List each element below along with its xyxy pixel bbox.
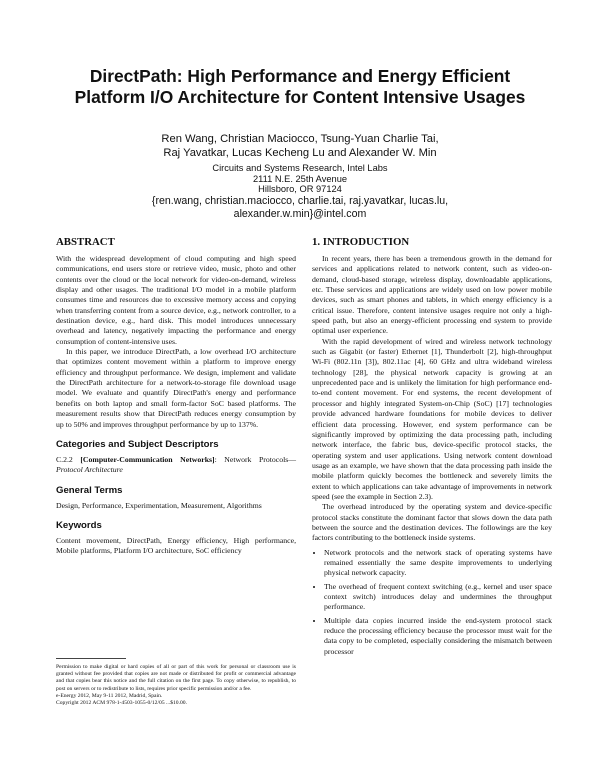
venue-text: e-Energy 2012, May 9-11 2012, Madrid, Spain.	[56, 692, 163, 699]
categories-heading: Categories and Subject Descriptors	[56, 438, 219, 450]
affiliation-street: 2111 N.E. 25th Avenue	[252, 173, 348, 184]
category-code: C.2.2	[56, 454, 73, 464]
copyright-text: Copyright 2012 ACM 978-1-4503-1055-0/12/05 ...$10.00.	[56, 700, 187, 707]
email-line-1: {ren.wang, christian.maciocco, charlie.tai, raj.yavatkar, lucas.lu,	[151, 195, 449, 207]
affiliation-city: Hillsboro, OR 97124	[258, 184, 342, 194]
list-item: • The overhead of frequent context switching (e.g., kernel and user space context switch) introduces delay and undermines the throughput performance.	[324, 582, 552, 613]
permission-notice	[56, 664, 296, 707]
general-terms-text: Design, Performance, Experimentation, Measurement, Algorithms	[56, 500, 262, 510]
author-emails	[60, 195, 540, 220]
intro-paragraph-2: With the rapid development of wired and wireless network technology such as Gigabit (or faster) Ethernet [1], Thunderbolt [2], high-throughput Wi-Fi (802.11n [3]), 802.11ac [4], 60 GHz and ultra wideband wireless technology [28], the physical network capacity is growing at an unprecedented pace and is unlikely the limitation for high performance end-to-end content movement. For end systems, the recent development of processor and highly integrated System-on-Chip (SoC) [17] technologies provide advanced hardware foundations for mobile devices to deliver efficient data processing. However, end system performance can be significantly improved by optimizing the data processing path, including network interface, the fabric bus, device-specific protocol stacks, the operating system and user applications. Using network content download usage as an example, we have shown that the data processing path inside the mobile platform quickly becomes the bottleneck and severely limits the extent to which applications can take advantage of improvements in network speed (see the example in Section 2.3).	[312, 336, 552, 501]
authors-line-2: Raj Yavatkar, Lucas Kecheng Lu and Alexander W. Min	[163, 146, 437, 159]
left-column	[56, 232, 296, 557]
authors-line-1: Ren Wang, Christian Maciocco, Tsung-Yuan Charlie Tai,	[161, 133, 439, 145]
affiliation-org: Circuits and Systems Research, Intel Labs	[212, 163, 388, 173]
abstract-heading: ABSTRACT	[56, 236, 115, 248]
category-bold: [Computer-Communication Networks]	[80, 454, 215, 464]
paper-title	[40, 66, 560, 108]
title-line-2: Platform I/O Architecture for Content Intensive Usages	[74, 87, 526, 107]
keywords-heading: Keywords	[56, 519, 102, 531]
list-item: • Network protocols and the network stack of operating systems have remained essentially the same despite improvements to underlying physical network capacity.	[324, 548, 552, 579]
footnote-divider	[56, 658, 126, 659]
right-column	[312, 232, 552, 660]
intro-paragraph-1: In recent years, there has been a tremendous growth in the demand for services and applications related to network content, such as video-on-demand, cloud-based storage, wireless display, downloadable applications, etc. These services and applications are widely used on low power mobile devices, such as smart phones and tablets, in which energy efficiency is a critical issue. Therefore, content intensive usages require not only a high-speed path, but also an energy-efficient processing end system to provide optimal user experience.	[312, 254, 552, 336]
email-line-2: alexander.w.min}@intel.com	[233, 207, 367, 220]
keywords-text: Content movement, DirectPath, Energy efficiency, High performance, Mobile platforms, Platform I/O architecture, SoC efficiency	[56, 535, 296, 556]
categories-text	[56, 455, 296, 476]
category-rest: : Network Protocols—	[214, 454, 296, 464]
author-list	[60, 133, 540, 160]
general-terms-heading: General Terms	[56, 484, 123, 496]
introduction-heading: 1. INTRODUCTION	[312, 236, 410, 248]
abstract-paragraph-2: In this paper, we introduce DirectPath, a low overhead I/O architecture that optimizes content movement within a platform to improve energy efficiency and throughput performance. We design, implement and validate the DirectPath architecture for a network-to-storage file download usage model. We evaluate and quantify DirectPath's energy and performance benefits on both laptop and small form-factor SoC based platforms. The measurement results show that DirectPath reduces energy consumption by up to 50% and improves throughput performance by up to 137%.	[56, 347, 296, 429]
title-line-1: DirectPath: High Performance and Energy Efficient	[89, 66, 511, 86]
bottleneck-list	[312, 548, 552, 657]
category-italic: Protocol Architecture	[56, 465, 123, 475]
permission-text: Permission to make digital or hard copies of all or part of this work for personal or classroom use is granted without fee provided that copies are not made or distributed for profit or commercial advantage and that copies bear this notice and the full citation on the first page. To copy otherwise, to republish, to post on servers or to redistribute to lists, requires prior specific permission and/or a fee.	[56, 664, 296, 692]
list-item: • Multiple data copies incurred inside the end-system protocol stack reduce the processing efficiency because the processor must wait for the data copy to be completed, especially considering the mismatch between processor	[324, 616, 552, 657]
abstract-paragraph-1: With the widespread development of cloud computing and high speed communications, end users store or retrieve video, music, photo and other contents over the cloud or the local network for video-on-demand, wireless display and other usages. The traditional I/O model in a mobile platform consumes time and resources due to excessive memory access and copying when transferring content from a source device, e.g., network controller, to a destination device, e.g., hard disk. This model introduces unnecessary overhead and latency, negatively impacting the performance and energy consumption of content-intensive uses.	[56, 254, 296, 346]
intro-paragraph-3: The overhead introduced by the operating system and device-specific protocol stacks constitute the dominant factor that slows down the data path between the source and the destination devices. The followings are the key factors contributing to the bottleneck inside systems.	[312, 502, 552, 543]
affiliation	[60, 163, 540, 195]
